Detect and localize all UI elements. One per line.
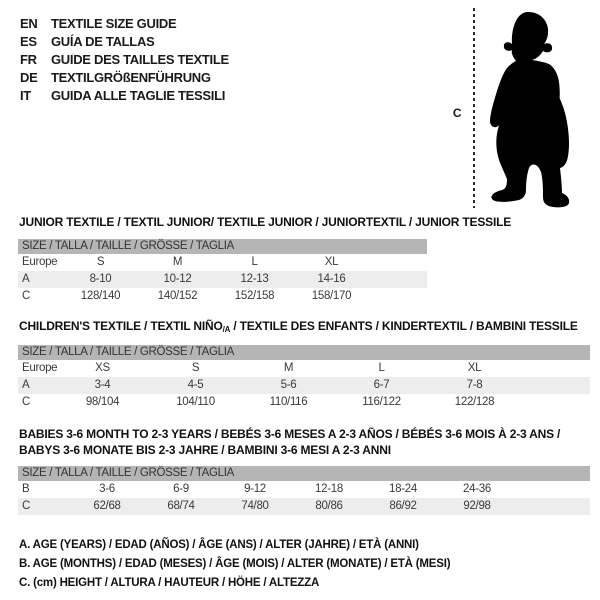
size-header-bar: SIZE / TALLA / TAILLE / GRÖSSE / TAGLIA <box>18 345 590 360</box>
language-code: DE <box>20 70 38 85</box>
height-measure-label: C <box>452 106 462 120</box>
size-header-bar: SIZE / TALLA / TAILLE / GRÖSSE / TAGLIA <box>18 239 427 254</box>
babies-table-title <box>19 426 560 458</box>
language-row-fr <box>20 51 229 69</box>
language-row-de <box>20 69 229 87</box>
table-row-height <box>18 288 427 305</box>
height-cell: 152/158 <box>234 290 275 302</box>
age-cell: 12-13 <box>240 273 269 285</box>
language-title: GUIDA ALLE TAGLIE TESSILI <box>51 88 226 103</box>
table-row-age <box>18 271 427 288</box>
row-label: A <box>22 379 30 391</box>
legend-footnotes <box>19 536 450 593</box>
language-title: GUÍA DE TALLAS <box>51 34 155 49</box>
language-code: EN <box>20 16 38 31</box>
months-cell: 24-36 <box>463 483 491 495</box>
language-row-es <box>20 33 229 51</box>
footnote-c: C. (cm) HEIGHT / ALTURA / HAUTEUR / HÖHE / ALTEZZA <box>19 577 320 589</box>
toddler-silhouette-image <box>480 8 593 210</box>
language-title: TEXTILE SIZE GUIDE <box>51 16 177 31</box>
language-title: TEXTILGRÖßENFÜHRUNG <box>51 70 211 85</box>
size-cell: XL <box>467 362 482 374</box>
babies-title-line2: BABYS 3-6 MONATE BIS 2-3 JAHRE / BAMBINI 3-6 MESI A 2-3 ANNI <box>19 443 391 457</box>
age-cell: 14-16 <box>317 273 346 285</box>
height-cell: 74/80 <box>241 500 269 512</box>
children-title-part: CHILDREN'S TEXTILE / TEXTIL NIÑO <box>19 319 223 333</box>
size-cell: XS <box>95 362 110 374</box>
height-measure-dashed-line <box>473 8 475 208</box>
children-title-subscript: /A <box>222 325 231 334</box>
height-cell: 158/170 <box>311 290 352 302</box>
age-cell: 8-10 <box>89 273 112 285</box>
language-code: ES <box>20 34 37 49</box>
children-table-title <box>19 318 578 338</box>
months-cell: 6-9 <box>173 483 189 495</box>
row-label: C <box>22 290 31 302</box>
height-cell: 68/74 <box>167 500 195 512</box>
size-cell: XL <box>324 256 339 268</box>
height-cell: 128/140 <box>80 290 121 302</box>
table-row-age <box>18 377 590 394</box>
age-cell: 7-8 <box>466 379 483 391</box>
months-cell: 12-18 <box>315 483 343 495</box>
months-cell: 9-12 <box>244 483 266 495</box>
age-cell: 4-5 <box>187 379 204 391</box>
size-cell: S <box>191 362 200 374</box>
height-cell: 98/104 <box>85 396 120 408</box>
months-cell: 3-6 <box>99 483 115 495</box>
footnote-b: B. AGE (MONTHS) / EDAD (MESES) / ÂGE (MOIS) / ALTER (MONATE) / ETÀ (MESI) <box>19 558 451 570</box>
footnote-a: A. AGE (YEARS) / EDAD (AÑOS) / ÂGE (ANS) / ALTER (JAHRE) / ETÀ (ANNI) <box>19 539 419 551</box>
children-size-table <box>18 345 590 411</box>
row-label: Europe <box>22 256 58 268</box>
height-cell: 86/92 <box>389 500 417 512</box>
row-label: A <box>22 273 30 285</box>
height-cell: 92/98 <box>463 500 491 512</box>
row-label: B <box>22 483 30 495</box>
age-cell: 6-7 <box>373 379 390 391</box>
babies-size-table <box>18 466 590 515</box>
height-cell: 116/122 <box>362 396 401 408</box>
junior-size-table <box>18 239 427 305</box>
months-cell: 18-24 <box>389 483 417 495</box>
height-cell: 104/110 <box>176 396 215 408</box>
row-label: C <box>22 396 31 408</box>
table-row-sizes <box>18 254 427 271</box>
babies-title-line1: BABIES 3-6 MONTH TO 2-3 YEARS / BEBÉS 3-6 MESES A 2-3 AÑOS / BÉBÉS 3-6 MOIS À 2-3 ANS / <box>19 427 561 441</box>
language-row-it <box>20 87 229 105</box>
age-cell: 3-4 <box>94 379 111 391</box>
size-cell: L <box>251 256 258 268</box>
age-cell: 5-6 <box>280 379 297 391</box>
size-cell: S <box>96 256 105 268</box>
height-cell: 140/152 <box>157 290 198 302</box>
table-row-months <box>18 481 590 498</box>
language-title: GUIDE DES TAILLES TEXTILE <box>51 52 229 67</box>
table-row-height <box>18 394 590 411</box>
height-cell: 62/68 <box>93 500 121 512</box>
language-row-en <box>20 15 229 33</box>
height-cell: 122/128 <box>454 396 495 408</box>
junior-table-title: JUNIOR TEXTILE / TEXTIL JUNIOR/ TEXTILE JUNIOR / JUNIORTEXTIL / JUNIOR TESSILE <box>19 215 512 229</box>
language-code: FR <box>20 52 37 67</box>
size-cell: L <box>378 362 385 374</box>
children-title-part: / TEXTILE DES ENFANTS / KINDERTEXTIL / BAMBINI TESSILE <box>230 319 578 333</box>
size-cell: M <box>283 362 294 374</box>
age-cell: 10-12 <box>163 273 192 285</box>
size-cell: M <box>172 256 183 268</box>
size-header-bar: SIZE / TALLA / TAILLE / GRÖSSE / TAGLIA <box>18 466 590 481</box>
row-label: Europe <box>22 362 58 374</box>
row-label: C <box>22 500 31 512</box>
language-title-list <box>20 15 229 105</box>
height-cell: 80/86 <box>315 500 343 512</box>
table-row-height <box>18 498 590 515</box>
language-code: IT <box>20 88 31 103</box>
table-row-sizes <box>18 360 590 377</box>
height-cell: 110/116 <box>269 396 308 408</box>
